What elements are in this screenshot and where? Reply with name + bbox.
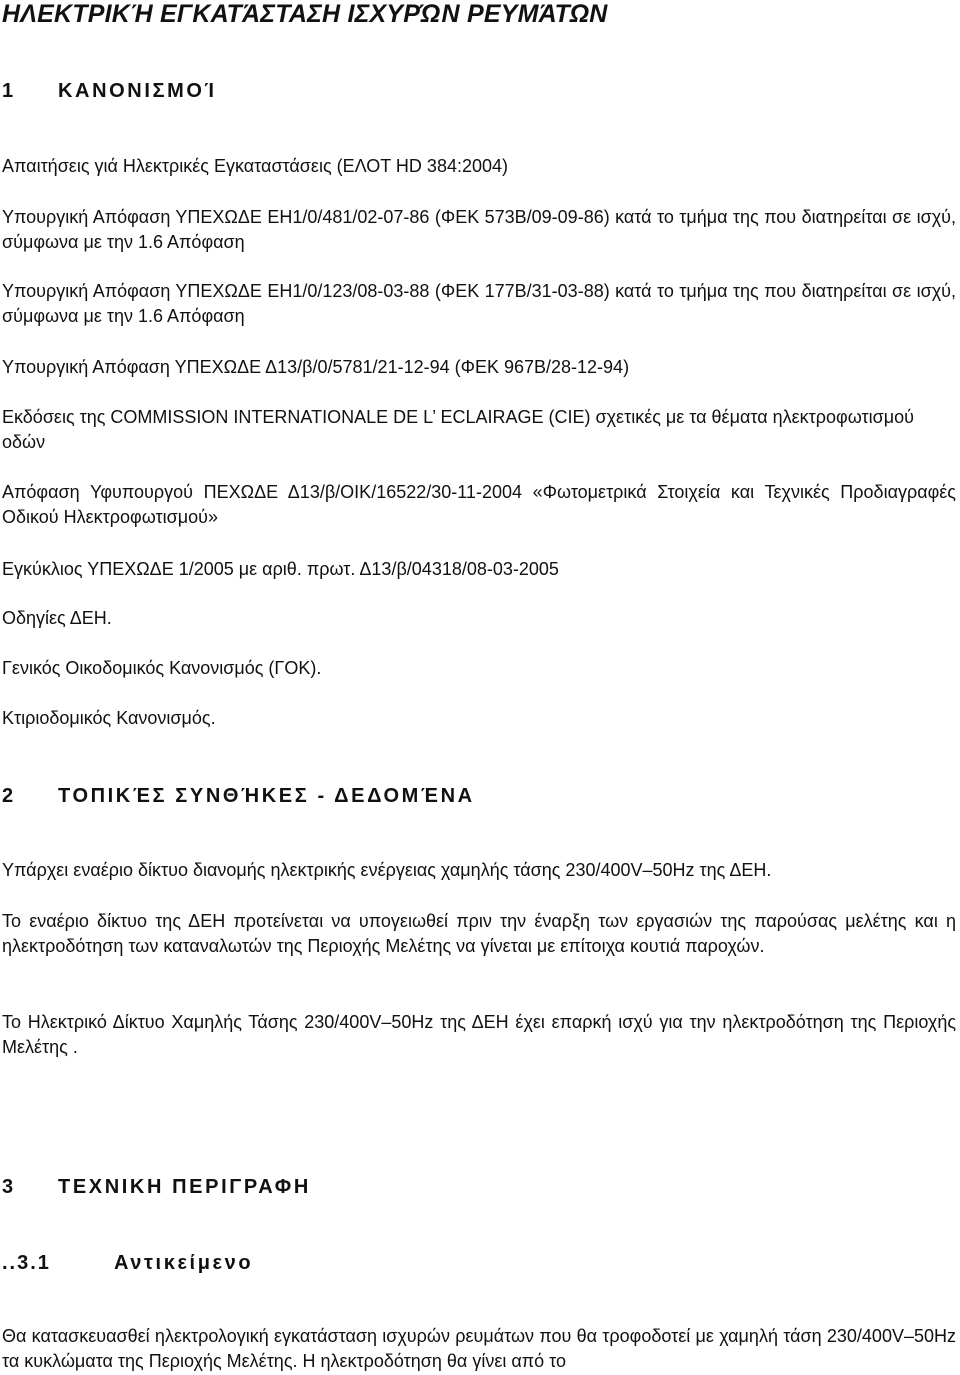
paragraph: Υπουργική Απόφαση ΥΠΕΧΩΔΕ Δ13/β/0/5781/21-12-94 (ΦΕΚ 967Β/28-12-94)	[2, 357, 630, 377]
section-number: 2	[2, 785, 14, 807]
paragraph: Απαιτήσεις γιά Ηλεκτρικές Εγκαταστάσεις (ΕΛΟΤ HD 384:2004)	[2, 156, 509, 176]
paragraph: Υπάρχει εναέριο δίκτυο διανομής ηλεκτρικής ενέργειας χαμηλής τάσης 230/400V–50Hz της ΔΕΗ.	[2, 860, 772, 880]
section-number: 3	[2, 1176, 14, 1198]
section-3-heading	[2, 1176, 956, 1199]
paragraph: Κτιριοδομικός Κανονισμός.	[2, 708, 216, 728]
subsection-number: ..3.1	[2, 1252, 51, 1274]
paragraph: Γενικός Οικοδομικός Κανονισμός (ΓΟΚ).	[2, 658, 322, 678]
paragraph: Υπουργική Απόφαση ΥΠΕΧΩΔΕ ΕΗ1/0/481/02-07-86 (ΦΕΚ 573Β/09-09-86) κατά το τμήμα της που διατηρείται σε ισχύ, σύμφωνα με την 1.6 Απόφαση	[2, 207, 956, 252]
paragraph: Οδηγίες ΔΕΗ.	[2, 608, 112, 628]
section-number: 1	[2, 80, 14, 102]
subsection-heading	[2, 1252, 956, 1275]
paragraph: Το Ηλεκτρικό Δίκτυο Χαμηλής Τάσης 230/400V–50Hz της ΔΕΗ έχει επαρκή ισχύ για την ηλεκτροδότηση της Περιοχής Μελέτης .	[2, 1012, 956, 1057]
paragraph: Εγκύκλιος ΥΠΕΧΩΔΕ 1/2005 με αριθ. πρωτ. Δ13/β/04318/08-03-2005	[2, 559, 559, 579]
subsection-title: Αντικείμενο	[114, 1252, 254, 1274]
section-1-heading	[2, 80, 956, 103]
section-title: ΚΑΝΟΝΙΣΜΟΊ	[58, 80, 217, 102]
paragraph: Θα κατασκευασθεί ηλεκτρολογική εγκατάσταση ισχυρών ρευμάτων που θα τροφοδοτεί με χαμηλή τάση 230/400V–50Hz τα κυκλώματα της Περιοχής Μελέτης. Η ηλεκτροδότηση θα γίνει από το	[2, 1326, 956, 1371]
paragraph: Υπουργική Απόφαση ΥΠΕΧΩΔΕ ΕΗ1/0/123/08-03-88 (ΦΕΚ 177Β/31-03-88) κατά το τμήμα της που διατηρείται σε ισχύ, σύμφωνα με την 1.6 Απόφαση	[2, 281, 956, 326]
paragraph: Το εναέριο δίκτυο της ΔΕΗ προτείνεται να υπογειωθεί πριν την έναρξη των εργασιών της παρούσας μελέτης και η ηλεκτροδότηση των καταναλωτών της Περιοχής Μελέτης να γίνεται με επίτοιχα κουτιά παροχών.	[2, 911, 956, 956]
section-title: ΤΟΠΙΚΈΣ ΣΥΝΘΉΚΕΣ - ΔΕΔΟΜΈΝΑ	[58, 785, 475, 807]
paragraph: Εκδόσεις της COMMISSION INTERNATIONALE DE L’ ECLAIRAGE (CIE) σχετικές με τα θέματα ηλεκτροφωτισμού οδών	[2, 407, 914, 452]
document-title: ΗΛΕΚΤΡΙΚΉ ΕΓΚΑΤΆΣΤΑΣΗ ΙΣΧΥΡΏΝ ΡΕΥΜΆΤΩΝ	[2, 0, 608, 28]
paragraph: Απόφαση Υφυπουργού ΠΕΧΩΔΕ Δ13/β/ΟΙΚ/16522/30-11-2004 «Φωτομετρικά Στοιχεία και Τεχνικές Προδιαγραφές Οδικού Ηλεκτροφωτισμού»	[2, 482, 956, 527]
section-2-heading	[2, 785, 956, 808]
section-title: ΤΕΧΝΙΚΗ ΠΕΡΙΓΡΑΦΗ	[58, 1176, 311, 1198]
